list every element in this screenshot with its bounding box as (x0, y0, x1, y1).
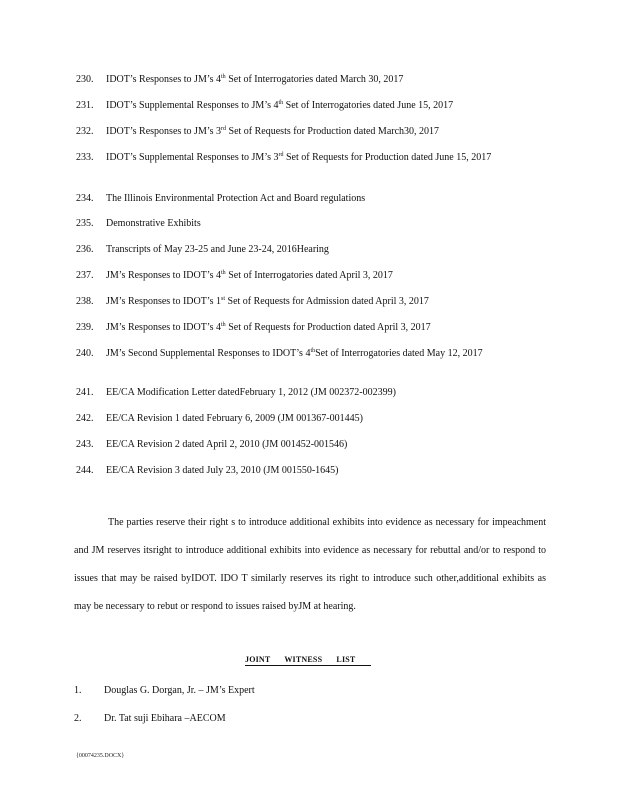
exhibit-text: JM’s Responses to IDOT’s 4th Set of Requests for Production dated April 3, 2017 (106, 322, 431, 333)
exhibit-item (76, 437, 556, 452)
joint-witness-list-heading: JOINT WITNESS LIST (245, 655, 371, 666)
exhibit-item (76, 191, 556, 206)
ordinal-suffix: st (221, 296, 226, 302)
exhibit-item (76, 385, 556, 400)
ordinal-suffix: rd (278, 152, 284, 158)
ordinal-suffix: th (221, 74, 226, 80)
witness-item (74, 683, 255, 698)
exhibit-text: EE/CA Revision 3 dated July 23, 2010 (JM 001550-1645) (106, 465, 339, 476)
exhibit-item (76, 150, 556, 165)
exhibit-item (76, 242, 556, 257)
exhibit-text: IDOT’s Supplemental Responses to JM’s 4th Set of Interrogatories dated June 15, 2017 (106, 100, 454, 111)
exhibit-item (76, 294, 556, 309)
exhibit-number: 236. (76, 244, 94, 255)
ordinal-suffix: th (221, 322, 226, 328)
document-footer: {00074235.DOCX} (76, 753, 125, 759)
witness-item (74, 711, 226, 726)
exhibit-number: 232. (76, 126, 94, 137)
exhibit-text: JM’s Responses to IDOT’s 1st Set of Requests for Admission dated April 3, 2017 (106, 296, 429, 307)
exhibit-text: JM’s Responses to IDOT’s 4th Set of Interrogatories dated April 3, 2017 (106, 270, 393, 281)
exhibit-number: 240. (76, 348, 94, 359)
ordinal-suffix: rd (221, 126, 227, 132)
exhibit-number: 239. (76, 322, 94, 333)
exhibit-text: IDOT’s Responses to JM’s 3rd Set of Requests for Production dated March30, 2017 (106, 126, 440, 137)
exhibit-text: EE/CA Modification Letter datedFebruary 1, 2012 (JM 002372-002399) (106, 387, 396, 398)
exhibit-text: The Illinois Environmental Protection Act and Board regulations (106, 193, 366, 204)
exhibit-item (76, 463, 556, 478)
exhibit-item (76, 346, 556, 361)
exhibit-number: 235. (76, 218, 94, 229)
exhibit-text: Demonstrative Exhibits (106, 218, 201, 229)
exhibit-text: EE/CA Revision 2 dated April 2, 2010 (JM 001452-001546) (106, 439, 348, 450)
ordinal-suffix: th (310, 348, 316, 354)
exhibit-item (76, 411, 556, 426)
exhibit-item (76, 124, 556, 139)
exhibit-number: 231. (76, 100, 94, 111)
exhibit-text: IDOT’s Responses to JM’s 4th Set of Interrogatories dated March 30, 2017 (106, 74, 404, 85)
exhibit-number: 237. (76, 270, 94, 281)
exhibit-text: IDOT’s Supplemental Responses to JM’s 3rd Set of Requests for Production dated June 15, 2017 (106, 152, 492, 163)
exhibit-item (76, 268, 556, 283)
exhibit-text: EE/CA Revision 1 dated February 6, 2009 (JM 001367-001445) (106, 413, 363, 424)
exhibit-item (76, 320, 556, 335)
reservation-paragraph-text: The parties reserve their right s to introduce additional exhibits into evidence as necessary for impeachment and JM reserves itsright to introduce additional exhibits into evidence as necessary for rebuttal and/or to respond to issues that may be raised byIDOT. IDO T similarly reserves its right to introduce such other,additional exhibits as may be necessary to rebut or respond to issues raised byJM at hearing. (74, 517, 546, 612)
exhibit-number: 233. (76, 152, 94, 163)
ordinal-suffix: th (278, 100, 284, 106)
exhibit-number: 242. (76, 413, 94, 424)
exhibit-number: 230. (76, 74, 94, 85)
witness-number: 2. (74, 713, 82, 724)
exhibit-item (76, 72, 556, 87)
exhibit-text: Transcripts of May 23-25 and June 23-24, 2016Hearing (106, 244, 329, 255)
exhibit-number: 244. (76, 465, 94, 476)
reservation-paragraph (74, 509, 546, 621)
exhibit-text: JM’s Second Supplemental Responses to IDOT’s 4thSet of Interrogatories dated May 12, 2017 (106, 348, 483, 359)
exhibit-number: 241. (76, 387, 94, 398)
witness-text: Dr. Tat suji Ebihara –AECOM (104, 713, 226, 724)
exhibit-item (76, 98, 556, 113)
exhibit-number: 234. (76, 193, 94, 204)
exhibit-number: 243. (76, 439, 94, 450)
witness-text: Douglas G. Dorgan, Jr. – JM’s Expert (104, 685, 255, 696)
exhibit-item (76, 216, 556, 231)
exhibit-number: 238. (76, 296, 94, 307)
witness-number: 1. (74, 685, 82, 696)
ordinal-suffix: th (221, 270, 226, 276)
